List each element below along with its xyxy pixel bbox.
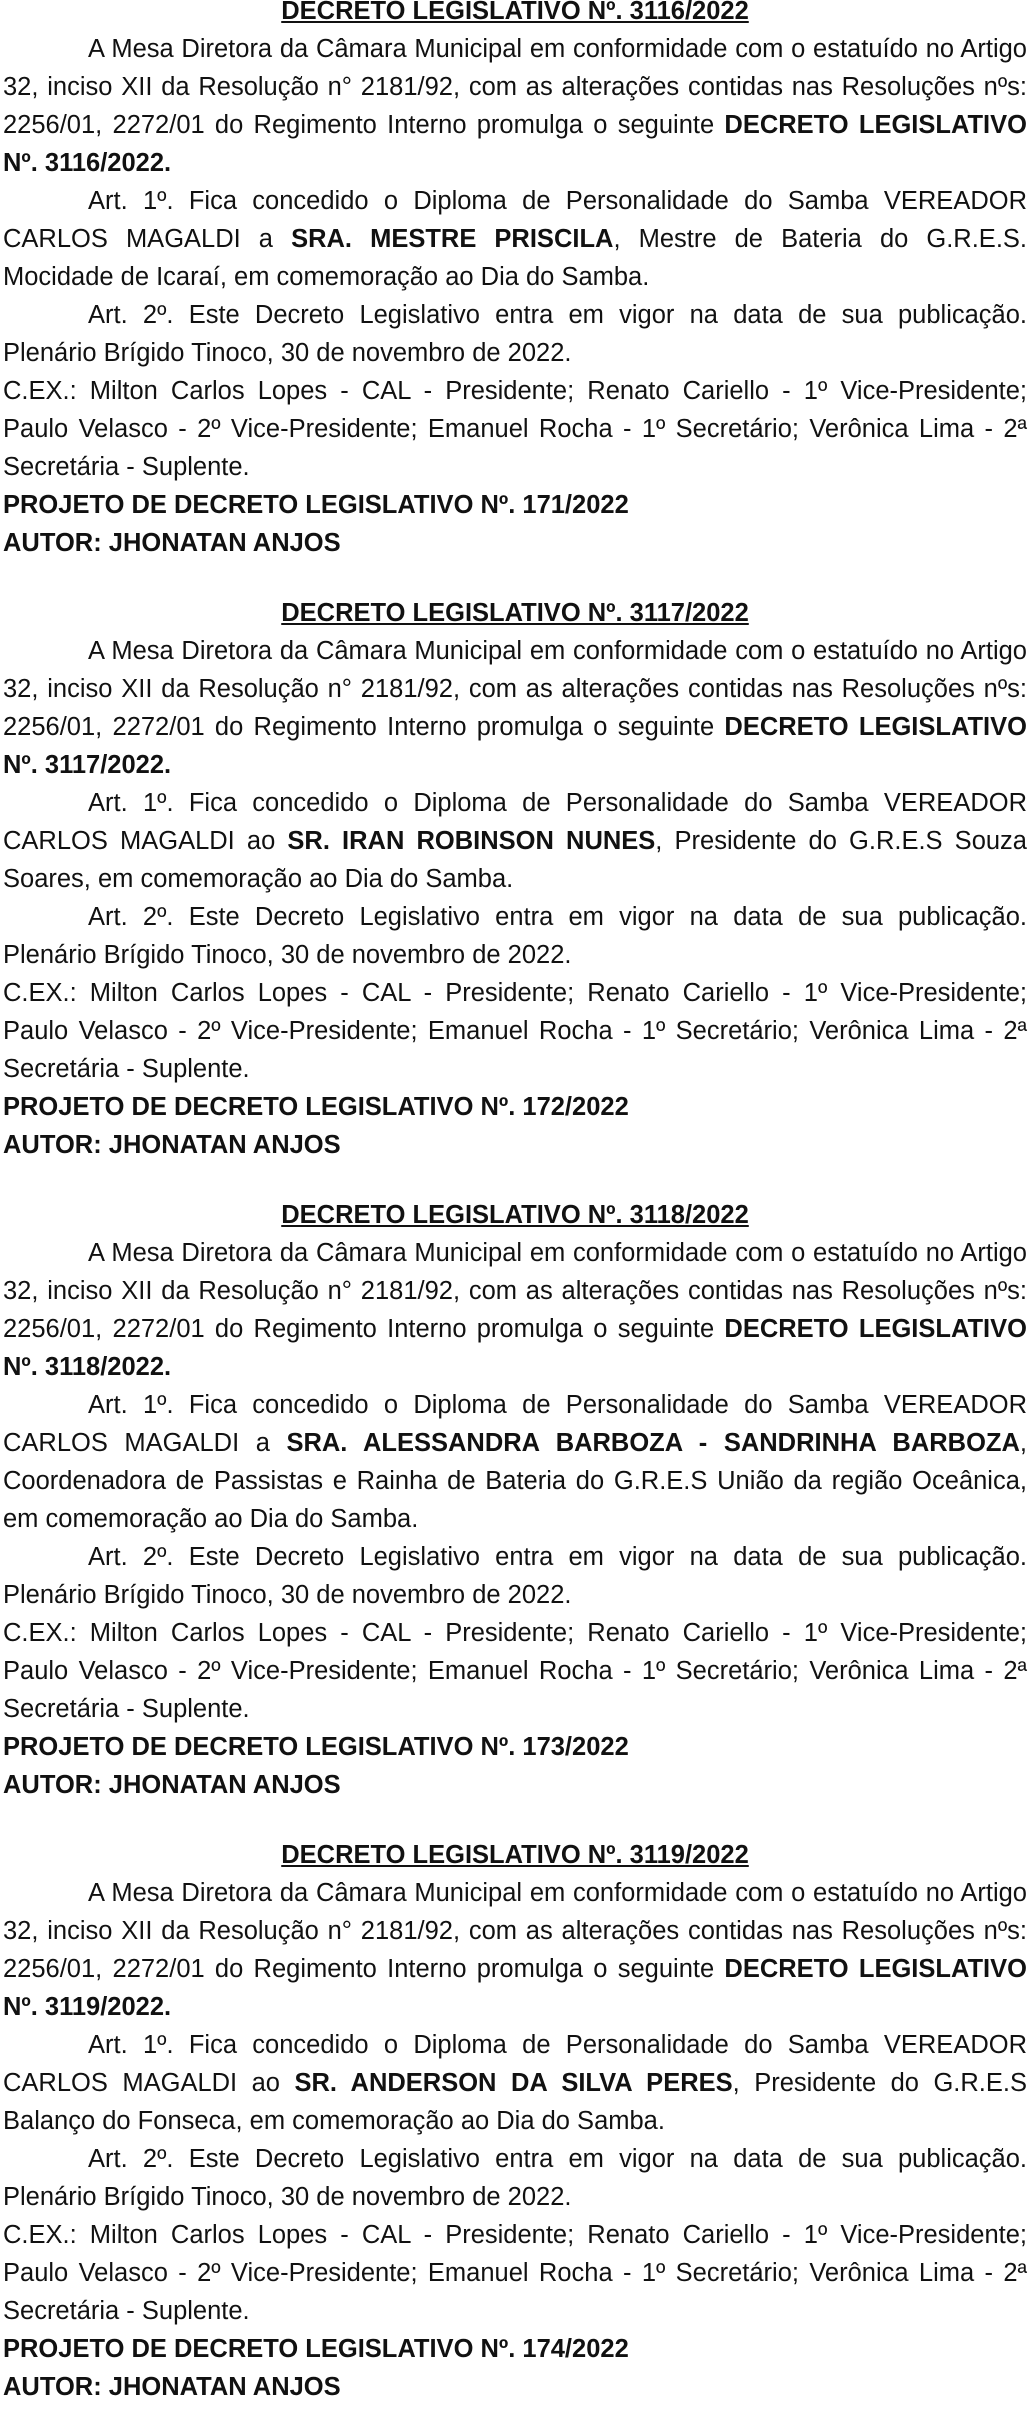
intro-decree-number: DECRETO LEGISLATIVO Nº. 3119/2022.: [3, 1955, 1027, 2021]
intro-decree-number: DECRETO LEGISLATIVO Nº. 3117/2022.: [3, 713, 1027, 779]
decree-block: [3, 1836, 1027, 2406]
project-number: PROJETO DE DECRETO LEGISLATIVO Nº. 173/2022: [3, 1733, 629, 1761]
author: AUTOR: JHONATAN ANJOS: [3, 2373, 341, 2401]
intro-text: A Mesa Diretora da Câmara Municipal em conformidade com o estatuído no Artigo 32, inciso XII da Resolução n° 2181/92, com as alterações contidas nas Resoluções nºs: 2256/01, 2272/01 do Regimento Interno promulga o seguinte: [3, 35, 1027, 139]
article-1: [3, 1386, 1027, 1538]
author: AUTOR: JHONATAN ANJOS: [3, 1131, 341, 1159]
author: AUTOR: JHONATAN ANJOS: [3, 1771, 341, 1799]
executive-committee: C.EX.: Milton Carlos Lopes - CAL - Presidente; Renato Cariello - 1º Vice-Presidente; Paulo Velasco - 2º Vice-Presidente; Emanuel Rocha - 1º Secretário; Verônica Lima - 2ª Secretária - Suplente.: [3, 979, 1027, 1083]
honoree-name: SRA. MESTRE PRISCILA: [291, 225, 614, 253]
executive-committee: C.EX.: Milton Carlos Lopes - CAL - Presidente; Renato Cariello - 1º Vice-Presidente; Paulo Velasco - 2º Vice-Presidente; Emanuel Rocha - 1º Secretário; Verônica Lima - 2ª Secretária - Suplente.: [3, 377, 1027, 481]
article-1-description: , Mestre de Bateria do G.R.E.S. Mocidade de Icaraí, em comemoração ao Dia do Samba.: [3, 225, 1027, 291]
author: AUTOR: JHONATAN ANJOS: [3, 529, 341, 557]
article-1-text: Art. 1º. Fica concedido o Diploma de Personalidade do Samba VEREADOR CARLOS MAGALDI a: [3, 1391, 1027, 1457]
intro-decree-number: DECRETO LEGISLATIVO Nº. 3118/2022.: [3, 1315, 1027, 1381]
project-number: PROJETO DE DECRETO LEGISLATIVO Nº. 174/2022: [3, 2335, 629, 2363]
decree-title: DECRETO LEGISLATIVO Nº. 3119/2022: [281, 1841, 749, 1869]
decree-intro: [3, 30, 1027, 182]
decree-title: DECRETO LEGISLATIVO Nº. 3116/2022: [281, 0, 749, 25]
decree-intro: [3, 1874, 1027, 2026]
intro-text: A Mesa Diretora da Câmara Municipal em conformidade com o estatuído no Artigo 32, inciso XII da Resolução n° 2181/92, com as alterações contidas nas Resoluções nºs: 2256/01, 2272/01 do Regimento Interno promulga o seguinte: [3, 1239, 1027, 1343]
honoree-name: SR. ANDERSON DA SILVA PERES: [294, 2069, 733, 2097]
article-1-text: Art. 1º. Fica concedido o Diploma de Personalidade do Samba VEREADOR CARLOS MAGALDI ao: [3, 2031, 1027, 2097]
executive-committee: C.EX.: Milton Carlos Lopes - CAL - Presidente; Renato Cariello - 1º Vice-Presidente; Paulo Velasco - 2º Vice-Presidente; Emanuel Rocha - 1º Secretário; Verônica Lima - 2ª Secretária - Suplente.: [3, 2221, 1027, 2325]
decree-intro: [3, 1234, 1027, 1386]
executive-committee: C.EX.: Milton Carlos Lopes - CAL - Presidente; Renato Cariello - 1º Vice-Presidente; Paulo Velasco - 2º Vice-Presidente; Emanuel Rocha - 1º Secretário; Verônica Lima - 2ª Secretária - Suplente.: [3, 1619, 1027, 1723]
decree-block: [3, 0, 1027, 562]
article-1-description: , Presidente do G.R.E.S Souza Soares, em comemoração ao Dia do Samba.: [3, 827, 1027, 893]
decree-block: [3, 1196, 1027, 1804]
article-1: [3, 2026, 1027, 2140]
project-number: PROJETO DE DECRETO LEGISLATIVO Nº. 172/2022: [3, 1093, 629, 1121]
article-1: [3, 784, 1027, 898]
honoree-name: SRA. ALESSANDRA BARBOZA - SANDRINHA BARBOZA: [286, 1429, 1020, 1457]
intro-decree-number: DECRETO LEGISLATIVO Nº. 3116/2022.: [3, 111, 1027, 177]
article-1-text: Art. 1º. Fica concedido o Diploma de Personalidade do Samba VEREADOR CARLOS MAGALDI ao: [3, 789, 1027, 855]
project-number: PROJETO DE DECRETO LEGISLATIVO Nº. 171/2022: [3, 491, 629, 519]
intro-text: A Mesa Diretora da Câmara Municipal em conformidade com o estatuído no Artigo 32, inciso XII da Resolução n° 2181/92, com as alterações contidas nas Resoluções nºs: 2256/01, 2272/01 do Regimento Interno promulga o seguinte: [3, 637, 1027, 741]
article-1: [3, 182, 1027, 296]
article-1-description: , Coordenadora de Passistas e Rainha de Bateria do G.R.E.S União da região Oceânica, em comemoração ao Dia do Samba.: [3, 1429, 1027, 1533]
article-2: Art. 2º. Este Decreto Legislativo entra em vigor na data de sua publicação. Plenário Brígido Tinoco, 30 de novembro de 2022.: [3, 2145, 1027, 2211]
article-1-text: Art. 1º. Fica concedido o Diploma de Personalidade do Samba VEREADOR CARLOS MAGALDI a: [3, 187, 1027, 253]
decree-title: DECRETO LEGISLATIVO Nº. 3117/2022: [281, 599, 749, 627]
decree-block: [3, 594, 1027, 1164]
article-2: Art. 2º. Este Decreto Legislativo entra em vigor na data de sua publicação. Plenário Brígido Tinoco, 30 de novembro de 2022.: [3, 1543, 1027, 1609]
article-2: Art. 2º. Este Decreto Legislativo entra em vigor na data de sua publicação. Plenário Brígido Tinoco, 30 de novembro de 2022.: [3, 903, 1027, 969]
honoree-name: SR. IRAN ROBINSON NUNES: [287, 827, 656, 855]
article-1-description: , Presidente do G.R.E.S Balanço do Fonseca, em comemoração ao Dia do Samba.: [3, 2069, 1027, 2135]
intro-text: A Mesa Diretora da Câmara Municipal em conformidade com o estatuído no Artigo 32, inciso XII da Resolução n° 2181/92, com as alterações contidas nas Resoluções nºs: 2256/01, 2272/01 do Regimento Interno promulga o seguinte: [3, 1879, 1027, 1983]
article-2: Art. 2º. Este Decreto Legislativo entra em vigor na data de sua publicação. Plenário Brígido Tinoco, 30 de novembro de 2022.: [3, 301, 1027, 367]
decree-intro: [3, 632, 1027, 784]
decree-title: DECRETO LEGISLATIVO Nº. 3118/2022: [281, 1201, 749, 1229]
